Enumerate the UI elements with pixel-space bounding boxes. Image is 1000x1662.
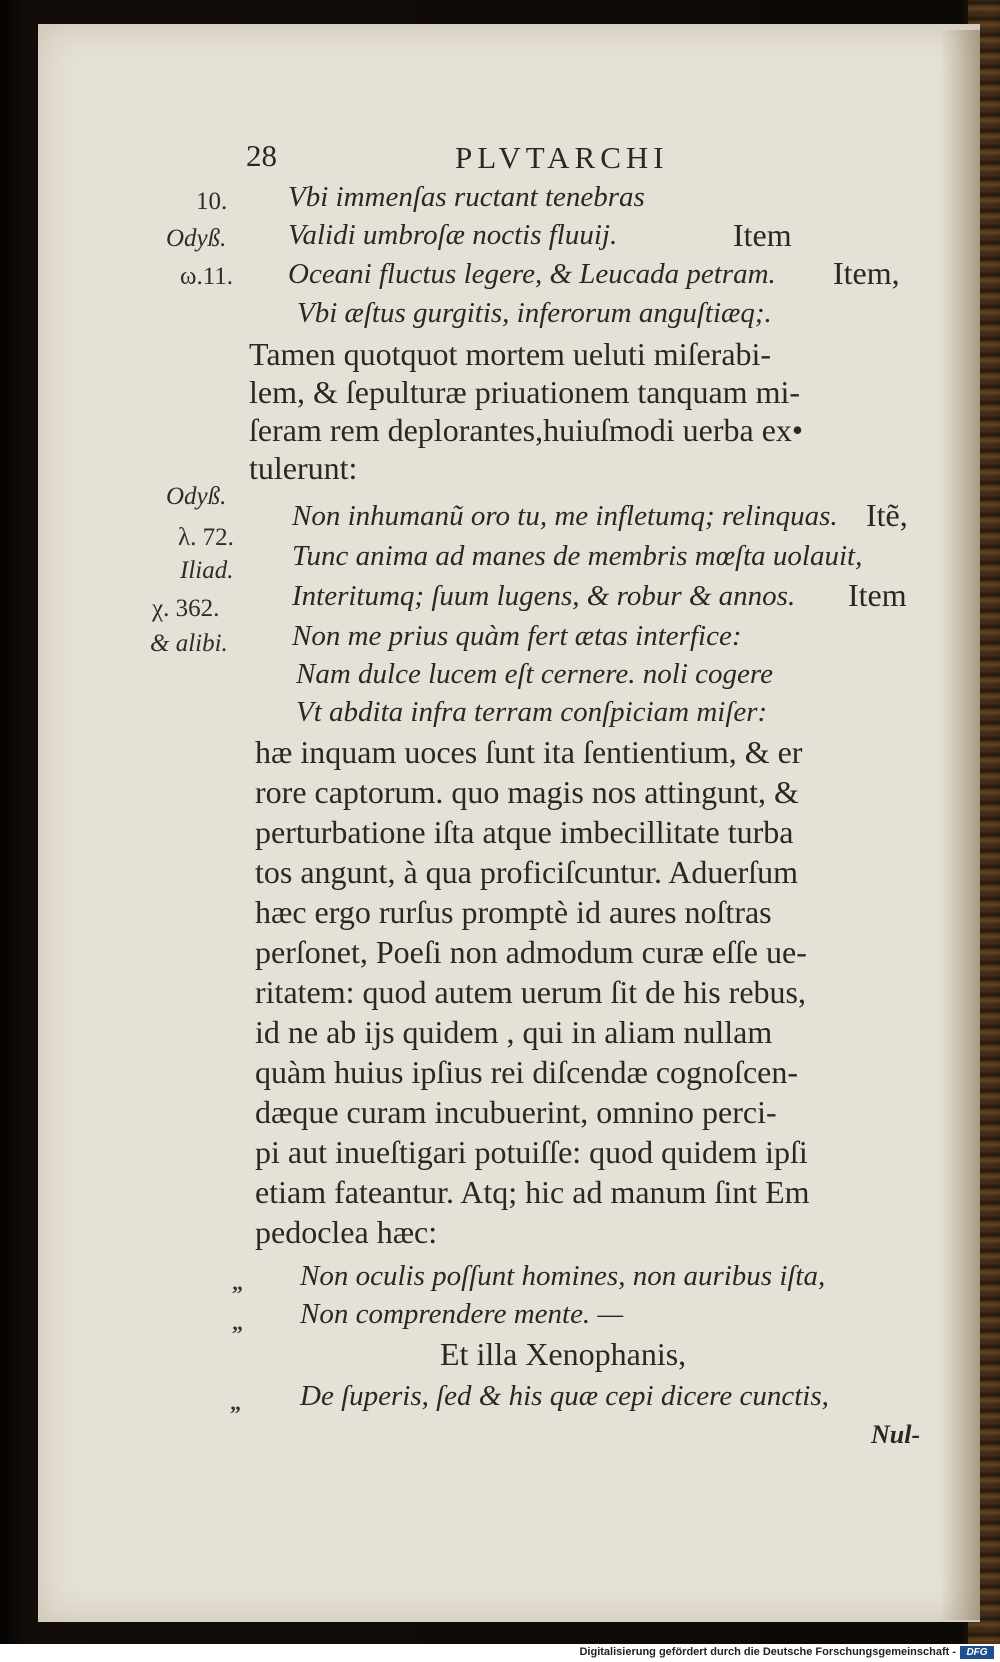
text-line: hæ inquam uoces ſunt ita ſentientium, & er [255,734,803,770]
text-line: Non inhumanũ oro tu, me infletumq; relinquas. [292,500,838,532]
text-line: tulerunt: [249,450,358,486]
margin-note-4: Odyß. [166,483,227,510]
text-line: Itẽ, [866,497,908,533]
margin-note-6: Iliad. [180,557,234,584]
text-line: Item [848,577,907,613]
text-line: Vt abdita infra terram conſpiciam miſer: [296,696,768,728]
text-line: Item, [833,255,900,291]
text-line: Validi umbroſæ noctis fluuij. [288,219,618,251]
text-line: Vbi æſtus gurgitis, inferorum anguſtiæq;. [297,297,772,329]
margin-note-8: & alibi. [150,630,228,657]
text-line: Tunc anima ad manes de membris mœſta uolauit, [292,540,863,572]
catchword: Nul- [871,1420,921,1449]
running-head: PLVTARCHI [455,140,669,175]
text-line: hæc ergo rurſus promptè id aures noſtras [255,894,772,930]
margin-note-3: ω.11. [180,263,234,290]
text-line: rore captorum. quo magis nos attingunt, & [255,774,799,810]
dfg-logo: DFG [960,1646,994,1659]
text-line: pi aut inueſtigari potuiſſe: quod quidem ipſi [255,1134,808,1170]
text-line: Nam dulce lucem eſt cernere. noli cogere [296,658,773,690]
text-line: perturbatione iſta atque imbecillitate turba [255,814,794,850]
text-line: Non comprendere mente. — [300,1298,624,1330]
text-line: Non me prius quàm fert ætas interfice: [292,620,742,652]
text-line: Item [733,217,792,253]
page-number: 28 [246,138,277,173]
text-line: Tamen quotquot mortem ueluti miſerabi- [249,336,772,372]
text-line: ritatem: quod autem uerum ſit de his rebus, [255,974,806,1010]
margin-note-5: λ. 72. [178,524,234,551]
text-line: Non oculis poſſunt homines, non auribus iſta, [300,1260,826,1292]
text-line: tos angunt, à qua proficiſcuntur. Aduerſum [255,854,798,890]
margin-note-1: 10. [196,188,228,215]
margin-note-7: χ. 362. [152,595,220,622]
text-line: Vbi immenſas ructant tenebras [288,181,645,213]
text-line: Oceani fluctus legere, & Leucada petram. [288,258,776,290]
text-line: dæque curam incubuerint, omnino perci- [255,1094,777,1130]
text-line: etiam fateantur. Atq; hic ad manum ſint Em [255,1174,810,1210]
page-gutter-shadow [940,30,980,1620]
quote-mark: „ [232,1270,243,1295]
text-line: quàm huius ipſius rei diſcendæ cognoſcen- [255,1054,798,1090]
text-line: pedoclea hæc: [255,1214,438,1250]
text-line: id ne ab ijs quidem , qui in aliam nullam [255,1014,773,1050]
text-line: ſeram rem deplorantes,huiuſmodi uerba ex• [249,412,804,448]
text-line: Interitumq; ſuum lugens, & robur & annos. [292,580,796,612]
quote-mark: „ [230,1390,241,1415]
quote-mark: „ [232,1310,243,1335]
margin-note-2: Odyß. [166,225,227,252]
footer-credit: Digitalisierung gefördert durch die Deutsche Forschungsgemeinschaft - [579,1646,956,1658]
text-line: De ſuperis, ſed & his quæ cepi dicere cunctis, [300,1380,829,1412]
text-line: lem, & ſepulturæ priuationem tanquam mi- [249,374,800,410]
text-line: perſonet, Poeſi non admodum curæ eſſe ue- [255,934,807,970]
text-line: Et illa Xenophanis, [440,1336,687,1372]
